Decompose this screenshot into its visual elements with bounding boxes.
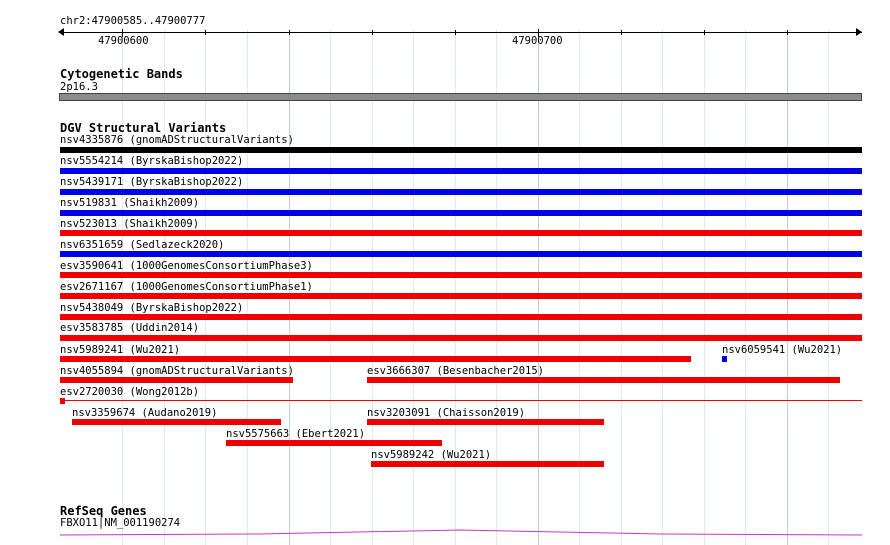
refseq-track-title[interactable]: RefSeq Genes: [60, 504, 147, 518]
feature-bar[interactable]: [367, 377, 840, 383]
grid-line: [828, 30, 829, 545]
feature-bar[interactable]: [722, 356, 727, 362]
scroll-right-arrow-icon[interactable]: [856, 28, 862, 36]
ruler-line: [60, 32, 862, 33]
cytoband-bar[interactable]: [59, 93, 862, 101]
feature-label: nsv5989241 (Wu2021): [60, 344, 181, 356]
feature-bar[interactable]: [60, 377, 293, 383]
feature-label: nsv5575663 (Ebert2021): [226, 428, 366, 440]
feature-label: esv3583785 (Uddin2014): [60, 322, 200, 334]
feature-label: nsv6351659 (Sedlazeck2020): [60, 239, 225, 251]
feature-label: nsv5438049 (ByrskaBishop2022): [60, 302, 244, 314]
feature-label: esv2720030 (Wong2012b): [60, 386, 200, 398]
grid-line: [579, 30, 580, 545]
feature-bar[interactable]: [60, 251, 862, 257]
grid-line: [455, 30, 456, 545]
gene-intron-path: [60, 530, 862, 535]
feature-bar[interactable]: [60, 356, 691, 362]
scroll-left-arrow-icon[interactable]: [58, 28, 64, 36]
ruler-tick: [289, 30, 290, 35]
feature-label: nsv6059541 (Wu2021): [722, 344, 843, 356]
grid-line: [745, 30, 746, 545]
grid-line: [496, 30, 497, 545]
feature-label: nsv523013 (Shaikh2009): [60, 218, 200, 230]
cytoband-label: 2p16.3: [60, 81, 98, 93]
feature-bar[interactable]: [72, 419, 281, 425]
feature-label: nsv3203091 (Chaisson2019): [367, 407, 526, 419]
feature-label: esv2671167 (1000GenomesConsortiumPhase1): [60, 281, 313, 293]
feature-label: nsv519831 (Shaikh2009): [60, 197, 200, 209]
ruler-label: 47900700: [512, 35, 563, 47]
feature-bar[interactable]: [60, 293, 862, 299]
grid-line: [413, 30, 414, 545]
feature-bar[interactable]: [60, 230, 862, 236]
ruler-tick: [704, 30, 705, 35]
grid-line: [787, 30, 788, 545]
grid-line: [372, 30, 373, 545]
feature-bar[interactable]: [226, 440, 442, 446]
feature-bar[interactable]: [60, 335, 862, 341]
feature-bar[interactable]: [371, 461, 604, 467]
feature-bar[interactable]: [60, 210, 862, 216]
feature-bar[interactable]: [60, 189, 862, 195]
gene-label: FBXO11|NM_001190274: [60, 517, 181, 529]
ruler-tick: [372, 30, 373, 35]
feature-label: nsv5439171 (ByrskaBishop2022): [60, 176, 244, 188]
grid-line: [538, 30, 539, 545]
ruler-location: chr2:47900585..47900777: [60, 15, 206, 27]
grid-line: [662, 30, 663, 545]
feature-bar[interactable]: [60, 272, 862, 278]
feature-label: nsv4335876 (gnomADStructuralVariants): [60, 134, 294, 146]
gene-intron-line[interactable]: [60, 526, 862, 538]
feature-label: esv3666307 (Besenbacher2015): [367, 365, 545, 377]
feature-label: nsv3359674 (Audano2019): [72, 407, 218, 419]
cytoband-track-title[interactable]: Cytogenetic Bands: [60, 67, 183, 81]
feature-bar[interactable]: [367, 419, 604, 425]
ruler-label: 47900600: [98, 35, 149, 47]
grid-line: [330, 30, 331, 545]
feature-label: esv3590641 (1000GenomesConsortiumPhase3): [60, 260, 313, 272]
feature-bar[interactable]: [60, 314, 862, 320]
dgv-track-title[interactable]: DGV Structural Variants: [60, 121, 227, 135]
feature-label: nsv4055894 (gnomADStructuralVariants): [60, 365, 294, 377]
feature-connector-line: [65, 400, 862, 401]
ruler-tick: [205, 30, 206, 35]
grid-line: [621, 30, 622, 545]
feature-bar[interactable]: [60, 168, 862, 174]
ruler-tick: [455, 30, 456, 35]
feature-label: nsv5989242 (Wu2021): [371, 449, 492, 461]
feature-bar[interactable]: [60, 147, 862, 153]
feature-bar[interactable]: [60, 398, 65, 404]
grid-line: [704, 30, 705, 545]
ruler-tick: [621, 30, 622, 35]
feature-label: nsv5554214 (ByrskaBishop2022): [60, 155, 244, 167]
ruler-tick: [787, 30, 788, 35]
